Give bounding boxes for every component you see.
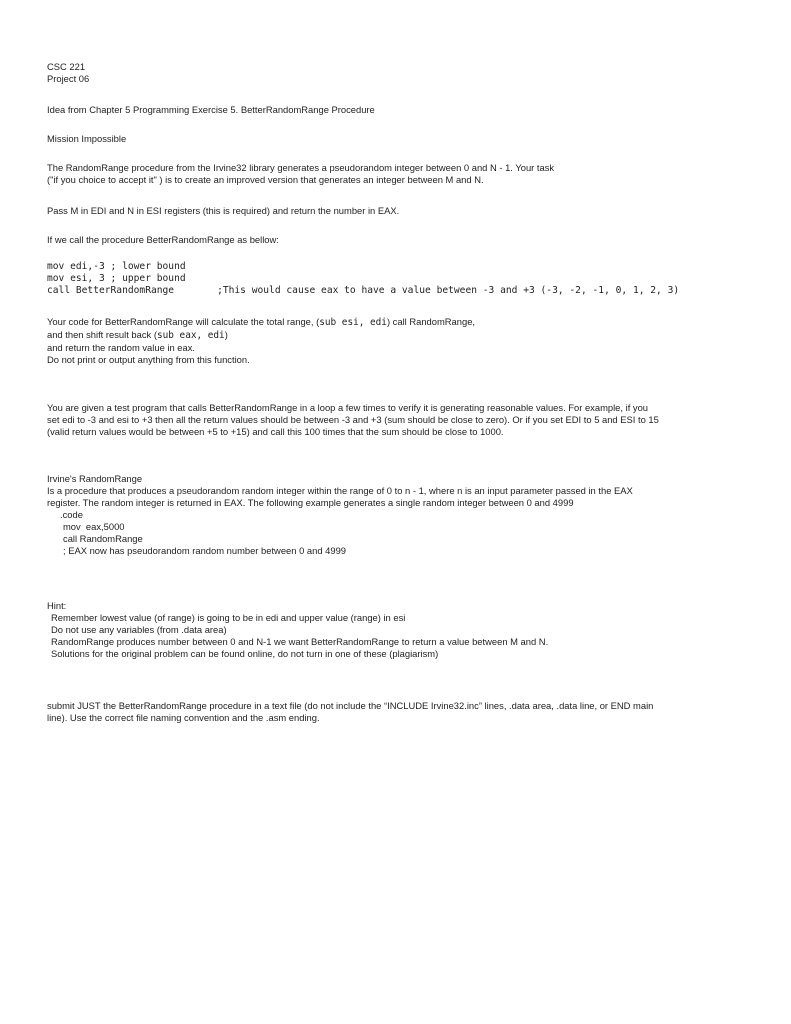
intro-line-2: ("if you choice to accept it" ) is to create an improved version that generates an integer between M and N. bbox=[47, 174, 484, 185]
submit-line-2: line). Use the correct file naming convention and the .asm ending. bbox=[47, 712, 320, 723]
irvine-code-3: call RandomRange bbox=[63, 533, 143, 544]
instructions-line-1 bbox=[47, 316, 757, 329]
course-code: CSC 221 bbox=[47, 61, 86, 72]
course-header bbox=[47, 61, 757, 85]
code-example bbox=[47, 261, 757, 297]
call-intro-text: If we call the procedure BetterRandomRange as bellow: bbox=[47, 234, 279, 245]
irvine-title: Irvine's RandomRange bbox=[47, 473, 143, 484]
code-line-3 bbox=[47, 285, 757, 297]
hint-item: Solutions for the original problem can be found online, do not turn in one of these (plagiarism) bbox=[51, 648, 439, 659]
submit-paragraph bbox=[47, 700, 757, 724]
irvine-code-1: .code bbox=[60, 509, 83, 520]
call-intro-paragraph bbox=[47, 234, 757, 246]
instructions-line-4: Do not print or output anything from this function. bbox=[47, 354, 250, 365]
hint-section bbox=[47, 600, 757, 660]
test-line-2: set edi to -3 and esi to +3 then all the return values should be between -3 and +3 (sum should be close to zero). Or if you set EDI to 5 and ESI to 15 bbox=[47, 414, 659, 425]
test-program-paragraph bbox=[47, 402, 757, 438]
instructions-line-2 bbox=[47, 329, 757, 342]
instructions-line-2-a: and then shift result back ( bbox=[47, 329, 157, 340]
irvine-line-2: register. The random integer is returned in EAX. The following example generates a single random integer between 0 and 4999 bbox=[47, 497, 574, 508]
mission-line bbox=[47, 133, 757, 145]
instructions-line-1-a: Your code for BetterRandomRange will calculate the total range, ( bbox=[47, 316, 320, 327]
hint-title: Hint: bbox=[47, 600, 67, 611]
idea-text: Idea from Chapter 5 Programming Exercise 5. BetterRandomRange Procedure bbox=[47, 104, 375, 115]
test-line-3: (valid return values would be between +5 to +15) and call this 100 times that the sum should be close to 1000. bbox=[47, 426, 504, 437]
inline-code-sub-esi: sub esi, edi bbox=[319, 317, 387, 328]
code-line-3-comment: ;This would cause eax to have a value between -3 and +3 (-3, -2, -1, 0, 1, 2, 3) bbox=[217, 285, 680, 296]
intro-paragraph bbox=[47, 162, 757, 186]
irvine-line-1: Is a procedure that produces a pseudorandom random integer within the range of 0 to n - 1, where n is an input parameter passed in the EAX bbox=[47, 485, 633, 496]
submit-line-1: submit JUST the BetterRandomRange procedure in a text file (do not include the “INCLUDE Irvine32.inc” lines, .data area, .data line, or END main bbox=[47, 700, 654, 711]
irvine-section bbox=[47, 473, 757, 557]
instructions-line-3: and return the random value in eax. bbox=[47, 342, 196, 353]
intro-line-1: The RandomRange procedure from the Irvine32 library generates a pseudorandom integer between 0 and N - 1. Your task bbox=[47, 162, 555, 173]
pass-paragraph bbox=[47, 205, 757, 217]
code-line-3-call: call BetterRandomRange bbox=[47, 285, 175, 296]
hint-item: Do not use any variables (from .data area) bbox=[51, 624, 227, 635]
code-line-2: mov esi, 3 ; upper bound bbox=[47, 273, 186, 284]
mission-text: Mission Impossible bbox=[47, 133, 127, 144]
irvine-code-4: ; EAX now has pseudorandom random number between 0 and 4999 bbox=[63, 545, 346, 556]
project-number: Project 06 bbox=[47, 73, 90, 84]
test-line-1: You are given a test program that calls BetterRandomRange in a loop a few times to verify it is generating reasonable values. For example, if you bbox=[47, 402, 649, 413]
idea-line bbox=[47, 104, 757, 116]
hint-item: Remember lowest value (of range) is going to be in edi and upper value (range) in esi bbox=[51, 612, 406, 623]
inline-code-sub-eax: sub eax, edi bbox=[156, 330, 225, 341]
pass-text: Pass M in EDI and N in ESI registers (this is required) and return the number in EAX. bbox=[47, 205, 400, 216]
instructions-line-1-b: ) call RandomRange, bbox=[386, 316, 476, 327]
code-line-1: mov edi,-3 ; lower bound bbox=[47, 261, 186, 272]
instructions-line-2-b: ) bbox=[224, 329, 228, 340]
instructions-paragraph bbox=[47, 316, 757, 366]
irvine-code-2: mov eax,5000 bbox=[63, 521, 125, 532]
hint-item: RandomRange produces number between 0 and N-1 we want BetterRandomRange to return a value between M and N. bbox=[51, 636, 549, 647]
